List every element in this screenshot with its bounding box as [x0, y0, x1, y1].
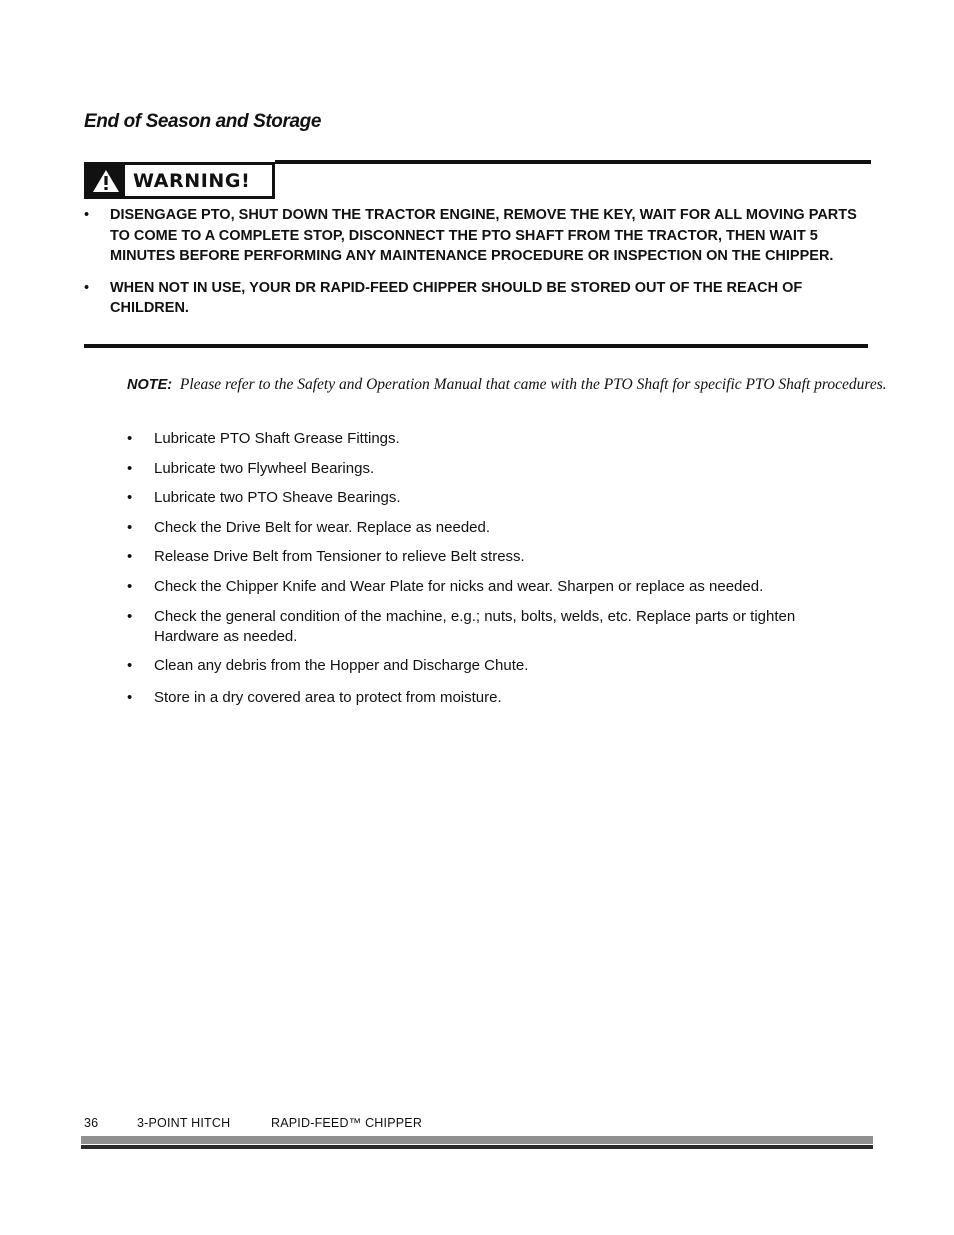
warning-list [84, 205, 874, 330]
bullet: • [84, 279, 90, 296]
page-number: 36 [84, 1116, 99, 1130]
list-item [127, 518, 857, 538]
list-item-text: Check the Drive Belt for wear. Replace as needed. [154, 518, 491, 536]
footer-rule [81, 1136, 873, 1149]
list-item-text: Release Drive Belt from Tensioner to relieve Belt stress. [154, 548, 525, 566]
list-item [127, 607, 857, 647]
bullet: • [127, 577, 133, 595]
warning-item [84, 205, 874, 267]
warning-top-rule [275, 160, 871, 164]
bullet: • [127, 607, 133, 625]
list-item [127, 488, 857, 508]
list-item [127, 429, 857, 449]
bullet: • [127, 518, 133, 536]
warning-badge [84, 162, 275, 199]
list-item-text: Check the Chipper Knife and Wear Plate for nicks and wear. Sharpen or replace as needed. [154, 577, 764, 595]
warning-item [84, 278, 874, 319]
note-text: Please refer to the Safety and Operation Manual that came with the PTO Shaft for specific PTO Shaft procedures. [179, 376, 887, 393]
note-label: NOTE: [127, 377, 173, 393]
maintenance-steps-list [127, 429, 857, 718]
list-item [127, 688, 857, 708]
warning-item-text: DISENGAGE PTO, SHUT DOWN THE TRACTOR ENGINE, REMOVE THE KEY, WAIT FOR ALL MOVING PARTS TO COME TO A COMPLETE STOP, DISCONNECT THE PTO SHAFT FROM THE TRACTOR, THEN WAIT 5 MINUTES BEFORE PERFORMING ANY MAINTENANCE PROCEDURE OR INSPECTION ON THE CHIPPER. [110, 207, 857, 264]
list-item-text: Lubricate two PTO Sheave Bearings. [154, 489, 401, 507]
list-item [127, 547, 857, 567]
list-item-text: Lubricate two Flywheel Bearings. [154, 459, 375, 477]
list-item [127, 459, 857, 479]
list-item-text: Lubricate PTO Shaft Grease Fittings. [154, 430, 400, 447]
list-item [127, 656, 857, 676]
list-item-text: Check the general condition of the machine, e.g.; nuts, bolts, welds, etc. Replace parts or tighten Hardware as needed. [154, 607, 796, 645]
footer-section: 3-POINT HITCH [137, 1116, 231, 1130]
warning-label: WARNING! [133, 169, 251, 192]
bullet: • [127, 689, 133, 707]
list-item [127, 577, 857, 597]
bullet: • [127, 459, 133, 477]
bullet: • [127, 657, 133, 675]
list-item-text: Store in a dry covered area to protect from moisture. [154, 689, 502, 707]
bullet: • [127, 489, 133, 507]
exclamation-triangle-icon [87, 165, 125, 196]
warning-item-text: WHEN NOT IN USE, YOUR DR RAPID-FEED CHIPPER SHOULD BE STORED OUT OF THE REACH OF CHILDREN. [110, 279, 803, 316]
warning-bottom-rule [84, 344, 868, 348]
footer-product: RAPID-FEED™ CHIPPER [271, 1116, 423, 1130]
bullet: • [84, 207, 90, 223]
list-item-text: Clean any debris from the Hopper and Discharge Chute. [154, 657, 529, 675]
bullet: • [127, 430, 133, 447]
section-title: End of Season and Storage [84, 111, 322, 132]
note [127, 374, 903, 396]
bullet: • [127, 548, 133, 566]
